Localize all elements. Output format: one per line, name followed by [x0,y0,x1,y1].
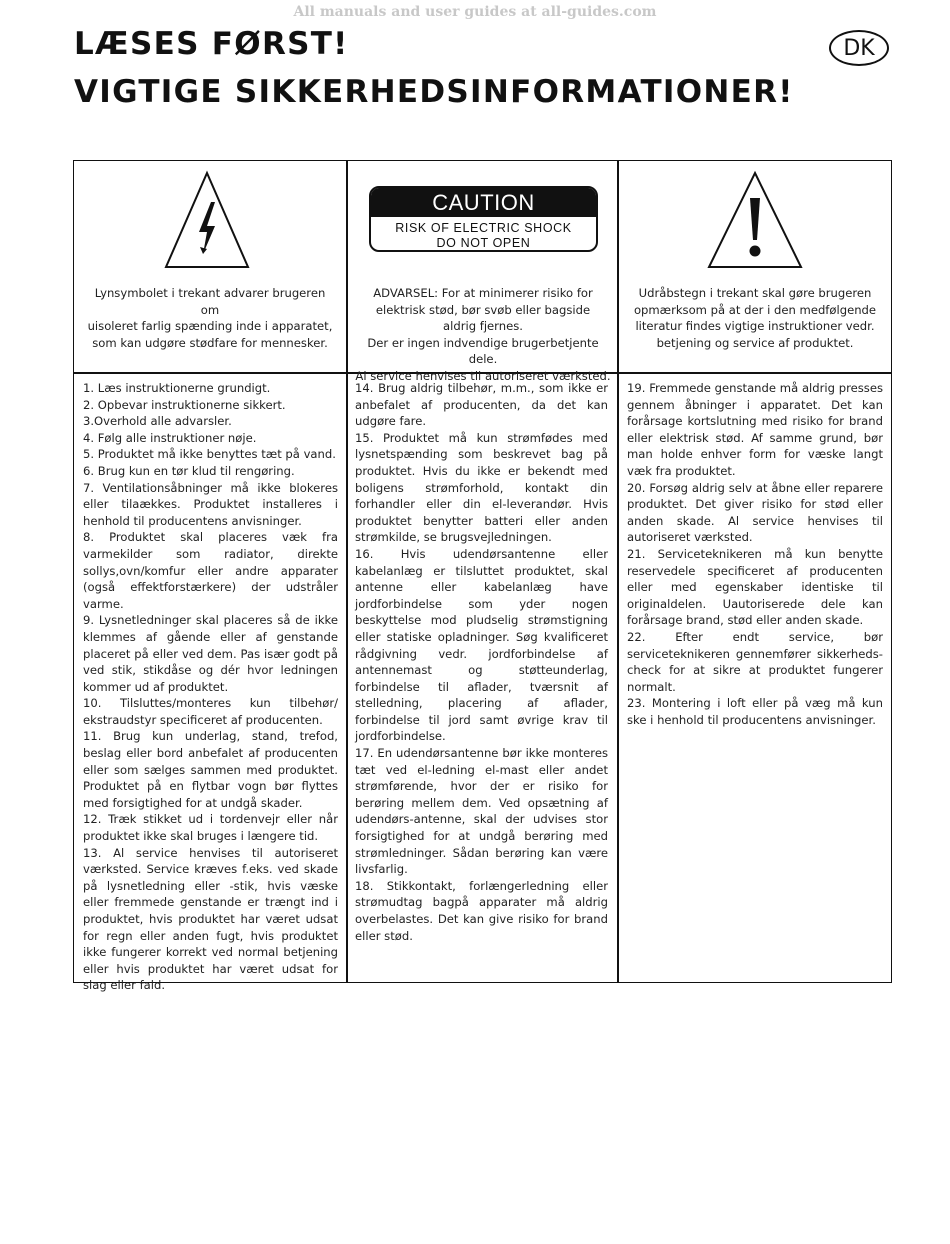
list-item: 8. Produktet skal placeres væk fra varmekilder som radiator, direkte sollys,ovn/komfur eller andre apparater (også effektforstærkere) der udstråler varme. [83,530,338,611]
column-divider [617,160,619,983]
caution-label [369,186,598,252]
list-item: 17. En udendørsantenne bør ikke monteres tæt ved el-ledning el-mast eller andet strømførende, hvor der er risiko for berøring mellem dem. Ved opsætning af udendørs-antenne, skal der udvises stor forsigtighed for at undgå berøring med strømledninger. Sådan berøring kan være livsfarlig. [355,746,608,877]
list-item: 16. Hvis udendørsantenne eller kabelanlæg er tilsluttet produktet, skal antenne eller kabelanlæg have jordforbindelse som yder nogen beskyttelse mod pludselig strømstigning eller statiske opladninger. Søg kvalificeret rådgivning vedr. jordforbindelse af antennemast og støtteunderlag, forbindelse til aflader, tværsnit af stelledning, placering af aflader, forbindelse til jord samt øvrige krav til jordforbindelse. [355,546,608,744]
language-badge: DK [829,30,889,66]
lightning-symbol-text: Lynsymbolet i trekant advarer brugeren om uisoleret farlig spænding inde i apparatet, som kan udgøre stødfare for mennesker. [87,286,333,350]
page-title: LÆSES FØRST! [74,26,349,62]
instructions-column-2 [355,380,608,944]
list-item: 3.Overhold alle advarsler. [83,414,232,429]
list-item: 5. Produktet må ikke benyttes tæt på vand. [83,447,336,462]
list-item: 10. Tilsluttes/monteres kun tilbehør/ ekstraudstyr specificeret af producenten. [83,696,338,727]
exclamation-triangle-icon [706,170,804,270]
list-item: 13. Al service henvises til autoriseret værksted. Service kræves f.eks. ved skade på lysnetledning eller -stik, hvis væske eller fremmede genstande er trængt ind i produktet, hvis produktet har været udsat for regn eller anden fugt, hvis produktet ikke fungerer korrekt ved normal betjening eller hvis produktet har været udsat for slag eller fald. [83,845,338,993]
lightning-triangle-icon [163,170,251,270]
list-item: 7. Ventilationsåbninger må ikke blokeres eller tilaækkes. Produktet installeres i henhold til producentens anvisninger. [83,480,338,528]
caution-text: ADVARSEL: For at minimerer risiko for elektrisk stød, bør svøb eller bagside aldrig fjernes. Der er ingen indvendige brugerbetjente dele. Al service henvises til autoriseret værksted. [355,286,611,383]
list-item: 12. Træk stikket ud i tordenvejr eller når produktet ikke skal bruges i længere tid. [83,812,338,844]
list-item: 14. Brug aldrig tilbehør, m.m., som ikke er anbefalet af producenten, da det kan udgøre fare. [355,381,608,429]
list-item: 2. Opbevar instruktionerne sikkert. [83,397,286,412]
list-item: 23. Montering i loft eller på væg må kun ske i henhold til producentens anvisninger. [627,696,883,727]
caution-line-1: RISK OF ELECTRIC SHOCK [395,221,572,235]
list-item: 11. Brug kun underlag, stand, trefod, beslag eller bord anbefalet af producenten eller som sælges sammen med produktet. Produktet på en flytbar vogn bør flyttes med forsigtighed for at undgå skader. [83,729,338,810]
list-item: 6. Brug kun en tør klud til rengøring. [83,463,295,478]
list-item: 18. Stikkontakt, forlængerledning eller strømudtag bagpå apparater må aldrig overbelastes. Det kan give risiko for brand eller stød. [355,878,608,943]
instructions-column-3 [627,380,883,728]
list-item: 20. Forsøg aldrig selv at åbne eller reparere produktet. Det giver risiko for stød eller anden skade. Al service henvises til autoriseret værksted. [627,480,883,545]
list-item: 9. Lysnetledninger skal placeres så de ikke klemmes af gående eller af genstande placeret på eller ved dem. Pas især godt på ved stik, stikdåse og dér hvor ledningen kommer ud af produktet. [83,613,338,694]
list-item: 21. Serviceteknikeren må kun benytte reservedele specificeret af producenten eller med egenskaber identiske til originaldelen. Uautoriserede dele kan forårsage brand, stød eller anden skade. [627,546,883,628]
list-item: 22. Efter endt service, bør serviceteknikeren gennemfører sikkerheds-check for at sikre at produktet fungerer normalt. [627,629,883,694]
exclamation-symbol-text: Udråbstegn i trekant skal gøre brugeren opmærksom på at der i den medfølgende literatur findes vigtige instruktioner vedr. betjening og service af produktet. [633,286,877,350]
list-item: 19. Fremmede genstande må aldrig presses gennem åbninger i apparatet. Det kan forårsage kortslutning med risiko for brand eller elektrisk stød. Af samme grund, bør man holde enhver form for væske langt væk fra produktet. [627,381,883,478]
page-subtitle: VIGTIGE SIKKERHEDSINFORMATIONER! [74,74,794,110]
column-divider [346,160,348,983]
list-item: 4. Følg alle instruktioner nøje. [83,430,257,445]
instructions-column-1 [83,380,338,994]
caution-title: CAUTION [371,188,596,217]
list-item: 1. Læs instruktionerne grundigt. [83,381,271,395]
header-note: All manuals and user guides at all-guides.com [293,4,657,20]
caution-line-2: DO NOT OPEN [436,236,531,250]
list-item: 15. Produktet må kun strømfødes med lysnetspænding som beskrevet bag på produktet. Hvis du ikke er bekendt med boligens strømforhold, kontakt din forhandler eller din el-leverandør. Hvis produktet benytter batteri eller anden strømkilde, se brugsvejledningen. [355,430,608,545]
